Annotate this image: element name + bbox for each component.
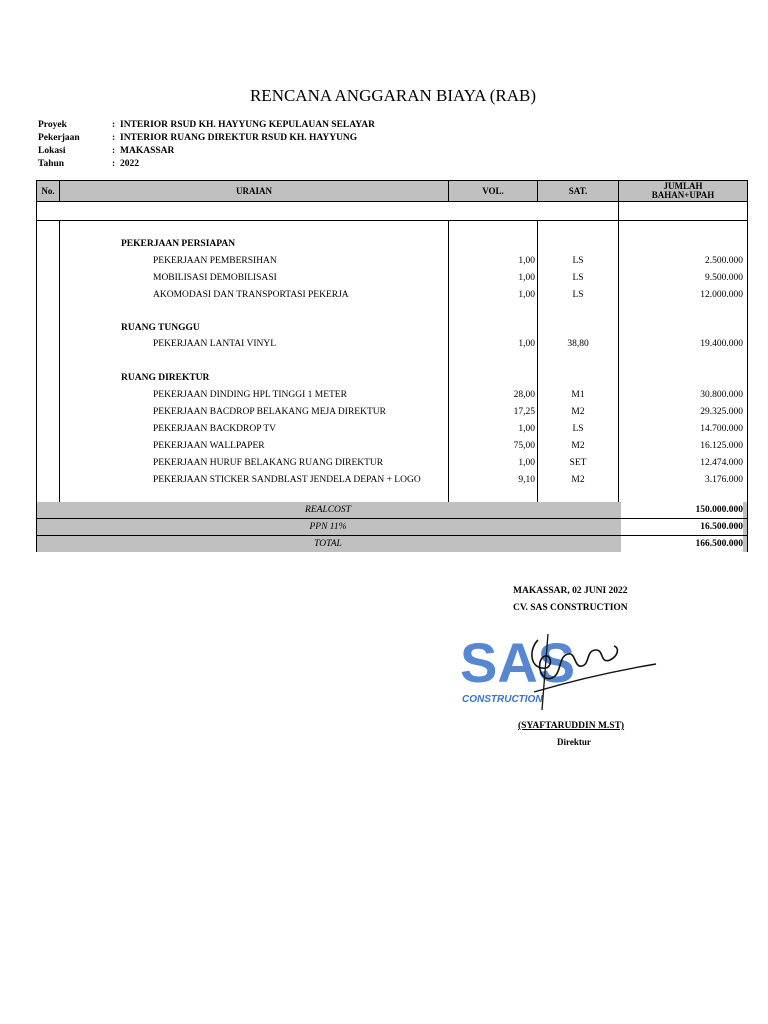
item-jumlah: 14.700.000: [700, 424, 743, 434]
meta-row-pekerjaan: [38, 132, 375, 145]
item-uraian: PEKERJAAN BACDROP BELAKANG MEJA DIREKTUR: [153, 407, 386, 417]
item-vol: 9,10: [518, 475, 535, 485]
section-title: PEKERJAAN PERSIAPAN: [121, 239, 236, 249]
item-jumlah: 16.125.000: [700, 441, 743, 451]
summary-value: 166.500.000: [621, 536, 743, 552]
header-no: No.: [41, 185, 55, 196]
meta-label: Tahun: [38, 159, 65, 169]
item-uraian: AKOMODASI DAN TRANSPORTASI PEKERJA: [153, 290, 349, 300]
summary-row-total: [37, 536, 747, 552]
summary-row-ppn: [37, 519, 747, 536]
item-sat: LS: [572, 273, 584, 283]
item-vol: 1,00: [518, 424, 535, 434]
item-sat: SET: [569, 458, 587, 468]
summary-value: 16.500.000: [621, 519, 743, 535]
divider: [59, 181, 60, 201]
meta-value: INTERIOR RUANG DIREKTUR RSUD KH. HAYYUNG: [120, 133, 358, 143]
summary-label: PPN 11%: [309, 522, 347, 532]
item-jumlah: 29.325.000: [700, 407, 743, 417]
item-sat: M2: [571, 407, 585, 417]
signatory-name: (SYAFTARUDDIN M.ST): [518, 721, 625, 731]
stamp-signature-graphic: [458, 620, 658, 716]
section-title: RUANG DIREKTUR: [121, 373, 210, 383]
summary-label: TOTAL: [314, 539, 342, 549]
signatory-position: Direktur: [557, 737, 591, 747]
meta-label: Pekerjaan: [38, 133, 80, 143]
item-uraian: PEKERJAAN STICKER SANDBLAST JENDELA DEPAN + LOGO: [153, 475, 421, 485]
item-vol: 75,00: [513, 441, 535, 451]
divider: [37, 220, 747, 221]
item-jumlah: 12.000.000: [700, 290, 743, 300]
item-vol: 1,00: [518, 458, 535, 468]
document-title: RENCANA ANGGARAN BIAYA (RAB): [249, 86, 537, 105]
header-jumlah-line2: BAHAN+UPAH: [651, 190, 715, 200]
company-name: CV. SAS CONSTRUCTION: [513, 603, 628, 613]
item-vol: 17,25: [513, 407, 535, 417]
item-jumlah: 3.176.000: [705, 475, 743, 485]
project-meta: [38, 119, 375, 171]
meta-label: Proyek: [38, 120, 67, 130]
meta-separator: :: [112, 120, 116, 130]
item-sat: M2: [571, 441, 585, 451]
divider: [448, 181, 449, 201]
item-jumlah: 9.500.000: [705, 273, 743, 283]
item-jumlah: 12.474.000: [700, 458, 743, 468]
header-jumlah-line1: JUMLAH: [663, 181, 703, 191]
item-uraian: PEKERJAAN BACKDROP TV: [153, 424, 276, 434]
item-uraian: PEKERJAAN HURUF BELAKANG RUANG DIREKTUR: [153, 458, 384, 468]
summary-row-realcost: [37, 502, 747, 519]
stamp-logo-subtext: CONSTRUCTION: [462, 694, 543, 705]
meta-label: Lokasi: [38, 146, 66, 156]
meta-value: INTERIOR RSUD KH. HAYYUNG KEPULAUAN SELAYAR: [120, 120, 375, 130]
item-uraian: PEKERJAAN DINDING HPL TINGGI 1 METER: [153, 390, 347, 400]
place-date: MAKASSAR, 02 JUNI 2022: [513, 586, 628, 596]
meta-row-lokasi: [38, 145, 375, 158]
summary-value: 150.000.000: [621, 502, 743, 518]
divider: [618, 181, 619, 551]
divider: [59, 220, 60, 502]
header-sat: SAT.: [568, 185, 588, 196]
item-sat: LS: [572, 256, 584, 266]
item-sat: LS: [572, 290, 584, 300]
summary-label: REALCOST: [305, 505, 351, 515]
meta-row-tahun: [38, 158, 375, 171]
meta-separator: :: [112, 133, 116, 143]
item-vol: 1,00: [518, 273, 535, 283]
header-jumlah: [619, 181, 747, 201]
item-vol: 28,00: [513, 390, 535, 400]
item-vol: 1,00: [518, 256, 535, 266]
item-uraian: MOBILISASI DEMOBILISASI: [153, 273, 277, 283]
item-vol: 1,00: [518, 339, 535, 349]
item-uraian: PEKERJAAN WALLPAPER: [153, 441, 265, 451]
table-header: [37, 181, 747, 202]
item-uraian: PEKERJAAN LANTAI VINYL: [153, 339, 277, 349]
item-sat: M2: [571, 475, 585, 485]
item-jumlah: 19.400.000: [700, 339, 743, 349]
item-jumlah: 30.800.000: [700, 390, 743, 400]
item-sat: LS: [572, 424, 584, 434]
section-title: RUANG TUNGGU: [121, 323, 200, 333]
header-uraian: URAIAN: [236, 185, 272, 196]
item-sat: 38,80: [567, 339, 589, 349]
divider: [537, 181, 538, 201]
meta-separator: :: [112, 146, 116, 156]
meta-value: 2022: [120, 159, 139, 169]
header-vol: VOL.: [482, 185, 504, 196]
rab-table: [36, 180, 748, 552]
company-stamp: [458, 620, 658, 721]
meta-separator: :: [112, 159, 116, 169]
item-jumlah: 2.500.000: [705, 256, 743, 266]
item-sat: M1: [571, 390, 585, 400]
item-uraian: PEKERJAAN PEMBERSIHAN: [153, 256, 277, 266]
meta-row-proyek: [38, 119, 375, 132]
item-vol: 1,00: [518, 290, 535, 300]
stamp-logo-text: SAS: [460, 631, 576, 694]
meta-value: MAKASSAR: [120, 146, 175, 156]
